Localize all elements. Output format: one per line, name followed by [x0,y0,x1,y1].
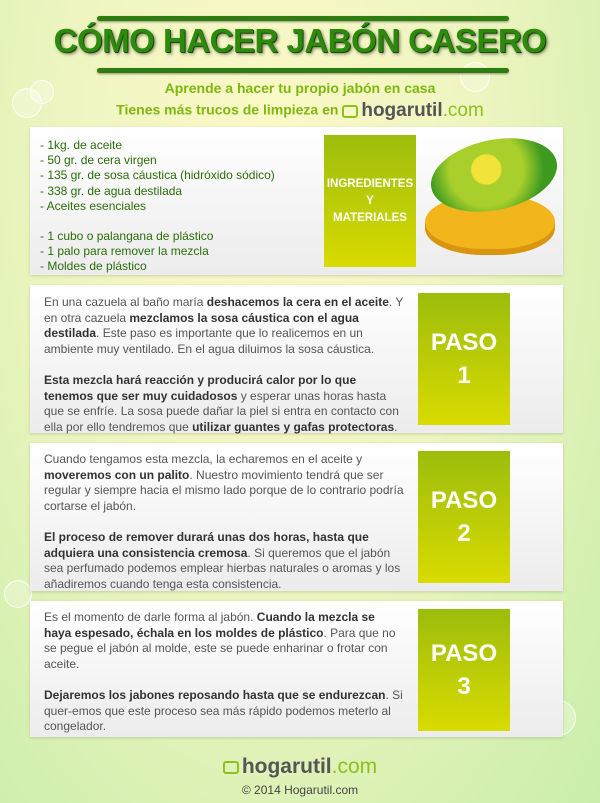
more-tricks-text: Tienes más trucos de limpieza en [116,101,339,118]
tv-icon [223,761,239,774]
material-item: - Moldes de plástico [40,259,147,274]
step-label: PASO [430,640,498,667]
step-1-tab [418,293,510,425]
tv-icon [342,105,358,118]
logo-suffix: .com [442,100,484,121]
step-label: PASO [430,487,498,514]
ingredient-item: - 1kg. de aceite [40,138,123,152]
ingredients-tab [324,135,416,267]
title-rule-bottom [97,68,509,73]
material-item: - 1 palo para remover la mezcla [40,244,209,259]
step-2-text [44,452,404,608]
more-tricks-line [0,100,600,122]
tab-label: MATERIALES [333,211,407,224]
material-item: - 1 cubo o palangana de plástico [40,229,214,244]
step-number: 3 [457,673,471,700]
title-rule-top [97,16,509,21]
page-title: CÓMO HACER JABÓN CASERO [53,22,547,59]
footer-logo-link[interactable] [223,755,377,779]
copyright: © 2014 Hogarutil.com [241,783,359,797]
paragraph: Cuando tengamos esta mezcla, la echaremos en el aceite y moveremos con un palito. Nuestro movimiento tendrá que ser regular y siempre hacia el mismo lado porque de lo contrario podría cortarse el jabón. [44,452,404,513]
step-3-text [44,610,404,750]
tab-label: Y [366,194,374,207]
step-1-text [44,295,404,451]
step-2-tab [418,451,510,583]
step-number: 2 [457,520,471,547]
ingredient-item: - 50 gr. de cera virgen [40,153,157,168]
footer [0,755,600,797]
paragraph: El proceso de remover durará unas dos horas, hasta que adquiera una consistencia cremosa. Si queremos que el jabón sea perfumado podemos emplear hierbas naturales o aromas y los añadiremos cuando tenga esta consistencia. [44,529,401,591]
ingredient-item: - Aceites esenciales [40,198,147,213]
paragraph: Esta mezcla hará reacción y producirá calor por lo que tenemos que ser muy cuidadosos y esperar unas horas hasta que se enfríe. La sosa puede dañar la piel si entra en contacto con ella por ello tendremos que utilizar guantes y gafas protectoras. [44,372,399,434]
subtitle: Aprende a hacer tu propio jabón en casa [164,80,436,96]
tab-label: INGREDIENTES [326,177,414,190]
bubble-decoration [4,580,32,608]
paragraph: Es el momento de darle forma al jabón. Cuando la mezcla se haya espesado, échala en los moldes de plástico. Para que no se pegue el jabón al molde, este se puede enharinar o frotar con aceite. [44,610,396,671]
logo-text: hogarutil [241,755,332,778]
paragraph: En una cazuela al baño maría deshacemos la cera en el aceite. Y en otra cazuela mezclamos la sosa cáustica con el agua destilada. Este paso es importante que lo realicemos en un ambiente muy ventilado. En el agua diluimos la sosa cáustica. [44,295,404,356]
ingredient-item: - 135 gr. de sosa cáustica (hidróxido sódico) [40,168,275,183]
paragraph: Dejaremos los jabones reposando hasta que se endurezcan. Si quer-emos que este proceso sea más rápido podemos meterlo al congelador. [44,687,403,734]
ingredient-item: - 338 gr. de agua destilada [40,183,183,198]
logo-suffix: .com [331,755,378,778]
logo-text: hogarutil [361,100,443,121]
ingredients-list [40,138,275,275]
step-3-tab [418,609,510,731]
hogarutil-logo-link[interactable] [342,100,483,122]
step-number: 1 [457,362,471,389]
step-label: PASO [430,329,498,356]
